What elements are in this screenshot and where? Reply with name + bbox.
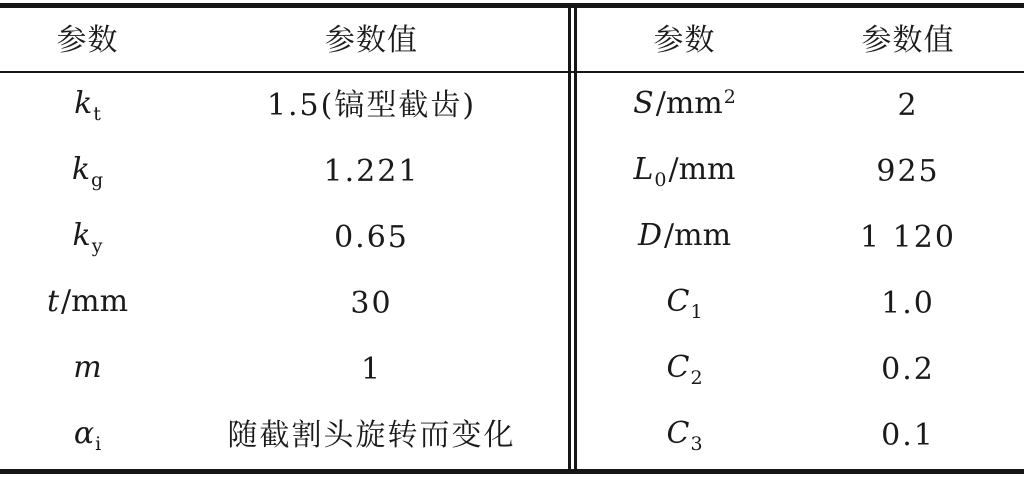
param-value: 30 <box>350 286 393 321</box>
param-name <box>0 139 175 205</box>
param-formula <box>74 418 101 454</box>
header-separator-rule <box>0 71 1024 73</box>
param-formula <box>633 154 735 190</box>
param-name <box>577 139 792 205</box>
left-table-section <box>0 8 568 469</box>
right-header-value: 参数值 <box>861 22 955 58</box>
param-unit: /mm <box>655 86 723 121</box>
double-rule-divider <box>568 8 577 469</box>
param-value: 925 <box>876 154 940 189</box>
param-name <box>577 271 792 337</box>
param-subscript: 2 <box>690 367 703 389</box>
param-unit: /mm <box>664 218 732 253</box>
right-header-param: 参数 <box>653 22 716 58</box>
param-formula <box>74 88 101 124</box>
left-header-value: 参数值 <box>325 22 418 58</box>
param-value: 1 120 <box>860 220 956 255</box>
param-name <box>577 73 792 139</box>
param-value: 1 <box>360 352 383 387</box>
param-value: 0.2 <box>881 352 935 387</box>
param-symbol: α <box>73 416 95 451</box>
param-subscript: g <box>91 169 104 191</box>
param-symbol: m <box>73 350 102 385</box>
param-value: 1.0 <box>881 286 935 321</box>
param-value: 2 <box>897 88 919 123</box>
param-value: 随截割头旋转而变化 <box>227 418 516 453</box>
param-value: 0.1 <box>881 418 935 453</box>
param-subscript: 3 <box>690 433 703 455</box>
param-name <box>0 205 175 271</box>
param-symbol: k <box>71 152 90 187</box>
param-subscript: y <box>91 235 103 257</box>
param-name <box>577 337 792 403</box>
param-unit: /mm <box>61 284 129 319</box>
parameters-table <box>0 3 1024 474</box>
param-symbol: C <box>666 350 690 385</box>
param-symbol: k <box>74 86 93 121</box>
right-table-section <box>577 8 1024 469</box>
param-symbol: L <box>633 152 654 187</box>
param-name <box>0 271 175 337</box>
param-formula <box>666 352 702 388</box>
param-subscript: 1 <box>690 301 703 323</box>
param-symbol: t <box>46 284 60 319</box>
param-formula <box>73 352 101 388</box>
param-symbol: D <box>637 218 663 253</box>
param-name <box>0 337 175 403</box>
param-subscript: 0 <box>654 169 667 191</box>
param-name <box>0 403 175 469</box>
param-name <box>0 73 175 139</box>
param-symbol: k <box>72 218 91 253</box>
param-formula <box>633 88 736 124</box>
param-unit: /mm <box>668 152 736 187</box>
param-subscript: i <box>95 433 102 455</box>
param-formula <box>666 418 702 454</box>
param-symbol: C <box>666 416 690 451</box>
param-name <box>577 403 792 469</box>
param-formula <box>72 154 103 190</box>
param-superscript: 2 <box>723 86 736 108</box>
param-subscript: t <box>93 103 101 125</box>
param-formula <box>73 220 103 256</box>
left-header-param: 参数 <box>56 22 119 58</box>
param-symbol: C <box>666 284 690 319</box>
param-value: 0.65 <box>334 220 409 255</box>
param-symbol: S <box>633 86 654 121</box>
param-value: 1.5(镐型截齿) <box>266 88 477 123</box>
param-formula <box>638 220 731 256</box>
param-formula <box>47 286 128 322</box>
param-value: 1.221 <box>323 154 420 189</box>
param-formula <box>666 286 702 322</box>
param-name <box>577 205 792 271</box>
